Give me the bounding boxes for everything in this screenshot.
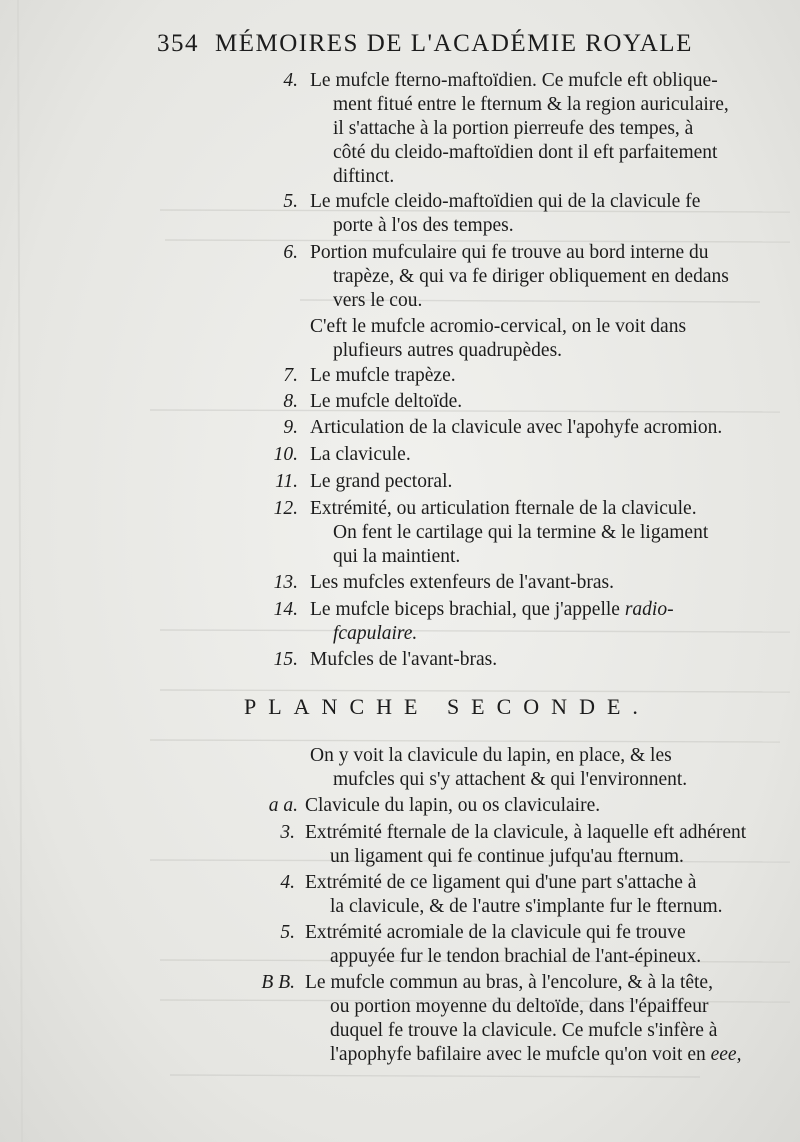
entry-number: a a. [268,795,298,816]
entry-number: 5. [280,922,295,943]
entry-number: 3. [280,822,295,843]
entry-number: 15. [273,649,298,670]
entry-line: trapèze, & qui va fe diriger obliquement en dedans [333,266,729,287]
entry-number: 12. [273,498,298,519]
entry-number: 5. [283,191,298,212]
entry-line: On y voit la clavicule du lapin, en place, & les [310,745,672,766]
entry-line-text: Le mufcle biceps brachial, que j'appelle [310,599,620,620]
entry-line: Le mufcle trapèze. [310,365,456,386]
entry-line: Clavicule du lapin, ou os claviculaire. [305,795,601,816]
entry-line: Le mufcle cleido-maftoïdien qui de la clavicule fe [310,191,701,212]
entry-line: On fent le cartilage qui la termine & le ligament [333,522,709,543]
entry-italic-word: radio- [624,599,674,620]
entry-line: Le mufcle deltoïde. [310,391,463,412]
entry-number: 11. [275,471,298,492]
entry-line: duquel fe trouve la clavicule. Ce mufcle s'infère à [330,1020,718,1041]
entry-line: Extrémité fternale de la clavicule, à laquelle eft adhérent [305,822,747,843]
entry-line: Extrémité de ce ligament qui d'une part s'attache à [305,872,697,893]
entry-line: ou portion moyenne du deltoïde, dans l'épaiffeur [330,996,709,1017]
entry-line: Le mufcle commun au bras, à l'encolure, & à la tête, [305,972,713,993]
page-number: 354 [157,30,199,57]
entry-line: appuyée fur le tendon brachial de l'ant-épineux. [330,946,702,967]
entry-line: plufieurs autres quadrupèdes. [333,340,563,361]
entry-line: C'eft le mufcle acromio-cervical, on le voit dans [310,316,687,337]
entry-number: B B. [261,972,295,993]
entry-number: 14. [273,599,298,620]
entry-line: ment fitué entre le fternum & la region auriculaire, [333,94,729,115]
entry-line: Les mufcles extenfeurs de l'avant-bras. [310,572,615,593]
entry-number: 4. [283,70,298,91]
section-title: PLANCHE SECONDE. [244,694,650,719]
running-title: MÉMOIRES DE L'ACADÉMIE ROYALE [215,30,693,57]
entry-line: Extrémité, ou articulation fternale de la clavicule. [310,498,697,519]
entry-line: Portion mufculaire qui fe trouve au bord interne du [310,242,709,263]
entry-line: porte à l'os des tempes. [333,215,514,236]
entry-number: 8. [283,391,298,412]
entry-line: fcapulaire. [333,623,418,644]
entry-number: 4. [280,872,295,893]
entry-line: Extrémité acromiale de la clavicule qui fe trouve [305,922,686,943]
entry-line: mufcles qui s'y attachent & qui l'environnent. [333,769,688,790]
entry-number: 9. [283,417,298,438]
entry-line [310,598,674,621]
entry-line: Le mufcle fterno-maftoïdien. Ce mufcle eft oblique- [310,70,718,91]
entry-line: Le grand pectoral. [310,471,453,492]
entry-line: Articulation de la clavicule avec l'apohyfe acromion. [310,417,723,438]
entry-line: vers le cou. [333,290,423,311]
entry-italic-word: eee, [710,1044,742,1065]
entry-line: diftinct. [333,166,395,187]
entry-number: 10. [273,444,298,465]
entry-line: côté du cleido-maftoïdien dont il eft parfaitement [333,142,718,163]
entry-line: il s'attache à la portion pierreufe des tempes, à [333,118,694,139]
entry-line: qui la maintient. [333,546,461,567]
entry-number: 7. [283,365,298,386]
entry-number: 6. [283,242,298,263]
entry-line: la clavicule, & de l'autre s'implante fur le fternum. [330,896,723,917]
entry-line: La clavicule. [310,444,411,465]
entry-line [330,1043,741,1066]
running-header [157,30,717,58]
entry-number: 13. [273,572,298,593]
entry-line: un ligament qui fe continue jufqu'au fternum. [330,846,684,867]
entry-line-text: l'apophyfe bafilaire avec le mufcle qu'on voit en [330,1044,706,1065]
entry-line: Mufcles de l'avant-bras. [310,649,498,670]
